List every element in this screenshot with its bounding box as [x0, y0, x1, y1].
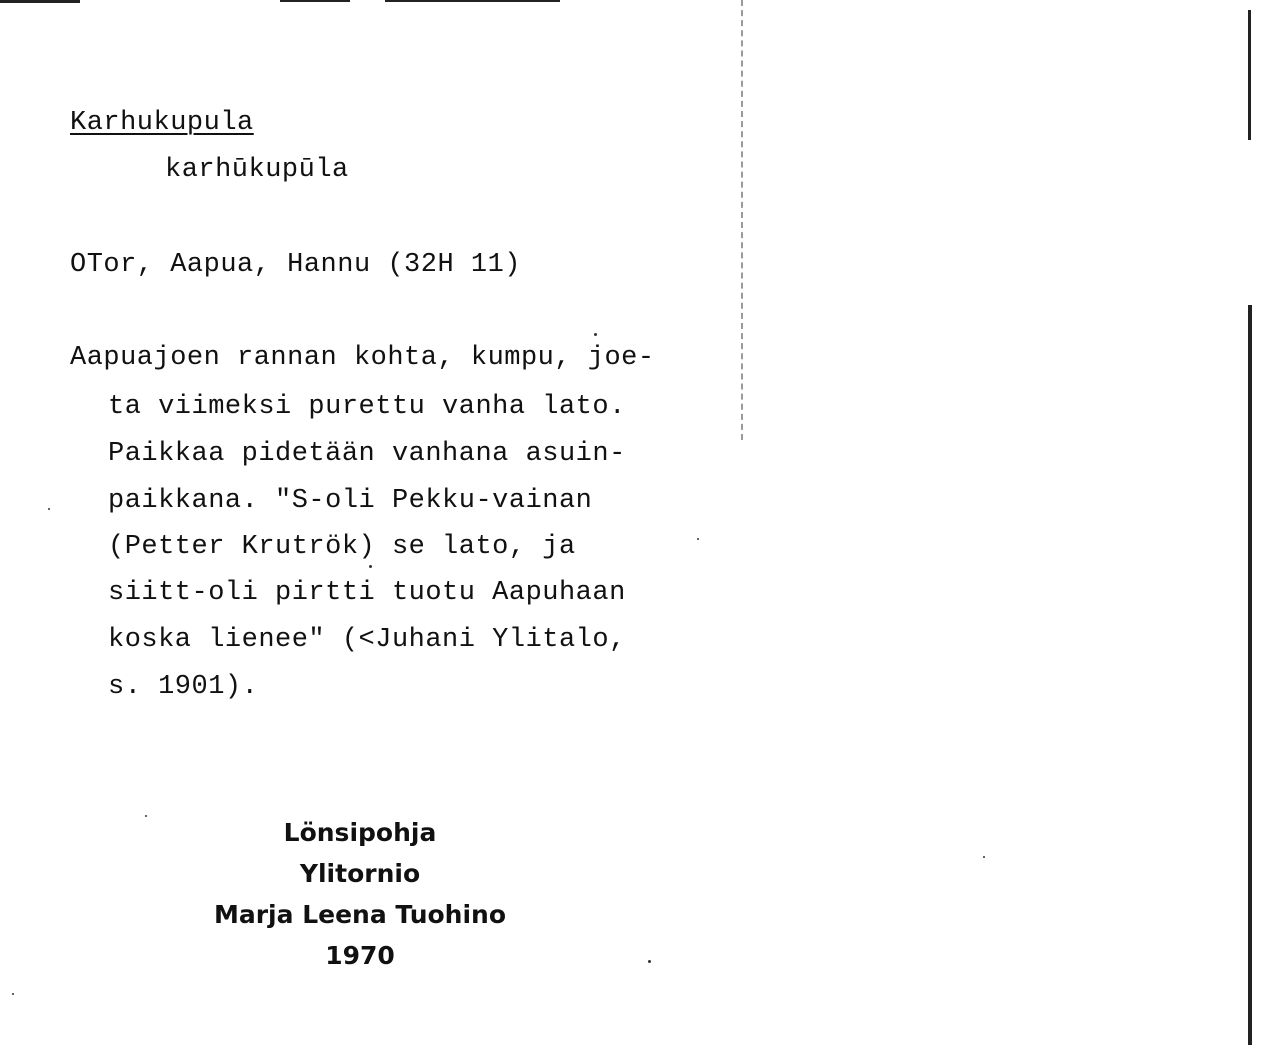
phonetic-transcription: karhūkupūla	[165, 155, 349, 185]
ink-speck	[648, 960, 651, 963]
description-line: (Petter Krutrök) se lato, ja	[108, 532, 576, 562]
description-line: siitt-oli pirtti tuotu Aapuhaan	[108, 578, 626, 608]
stamp-year: 1970	[325, 941, 395, 970]
stamp-collector: Marja Leena Tuohino	[213, 900, 507, 929]
ink-speck	[12, 993, 14, 995]
ink-speck	[983, 856, 985, 858]
headword: Karhukupula	[70, 108, 254, 138]
description-line: ta viimeksi purettu vanha lato.	[108, 392, 626, 422]
collection-stamp	[190, 812, 530, 976]
ink-speck	[369, 565, 372, 568]
stamp-parish: Ylitornio	[299, 859, 421, 888]
ink-speck	[594, 333, 597, 336]
ink-speck	[48, 508, 50, 510]
ink-speck	[697, 538, 699, 540]
description-line: Paikkaa pidetään vanhana asuin-	[108, 439, 626, 469]
description-line: Aapuajoen rannan kohta, kumpu, joe-	[70, 343, 655, 373]
description-line: s. 1901).	[108, 672, 259, 702]
stamp-region: Lönsipohja	[283, 818, 437, 847]
description-line: koska lienee" (<Juhani Ylitalo,	[108, 625, 626, 655]
description-line: paikkana. "S-oli Pekku-vainan	[108, 486, 593, 516]
location-reference: OTor, Aapua, Hannu (32H 11)	[70, 250, 521, 280]
ink-speck	[145, 815, 147, 817]
